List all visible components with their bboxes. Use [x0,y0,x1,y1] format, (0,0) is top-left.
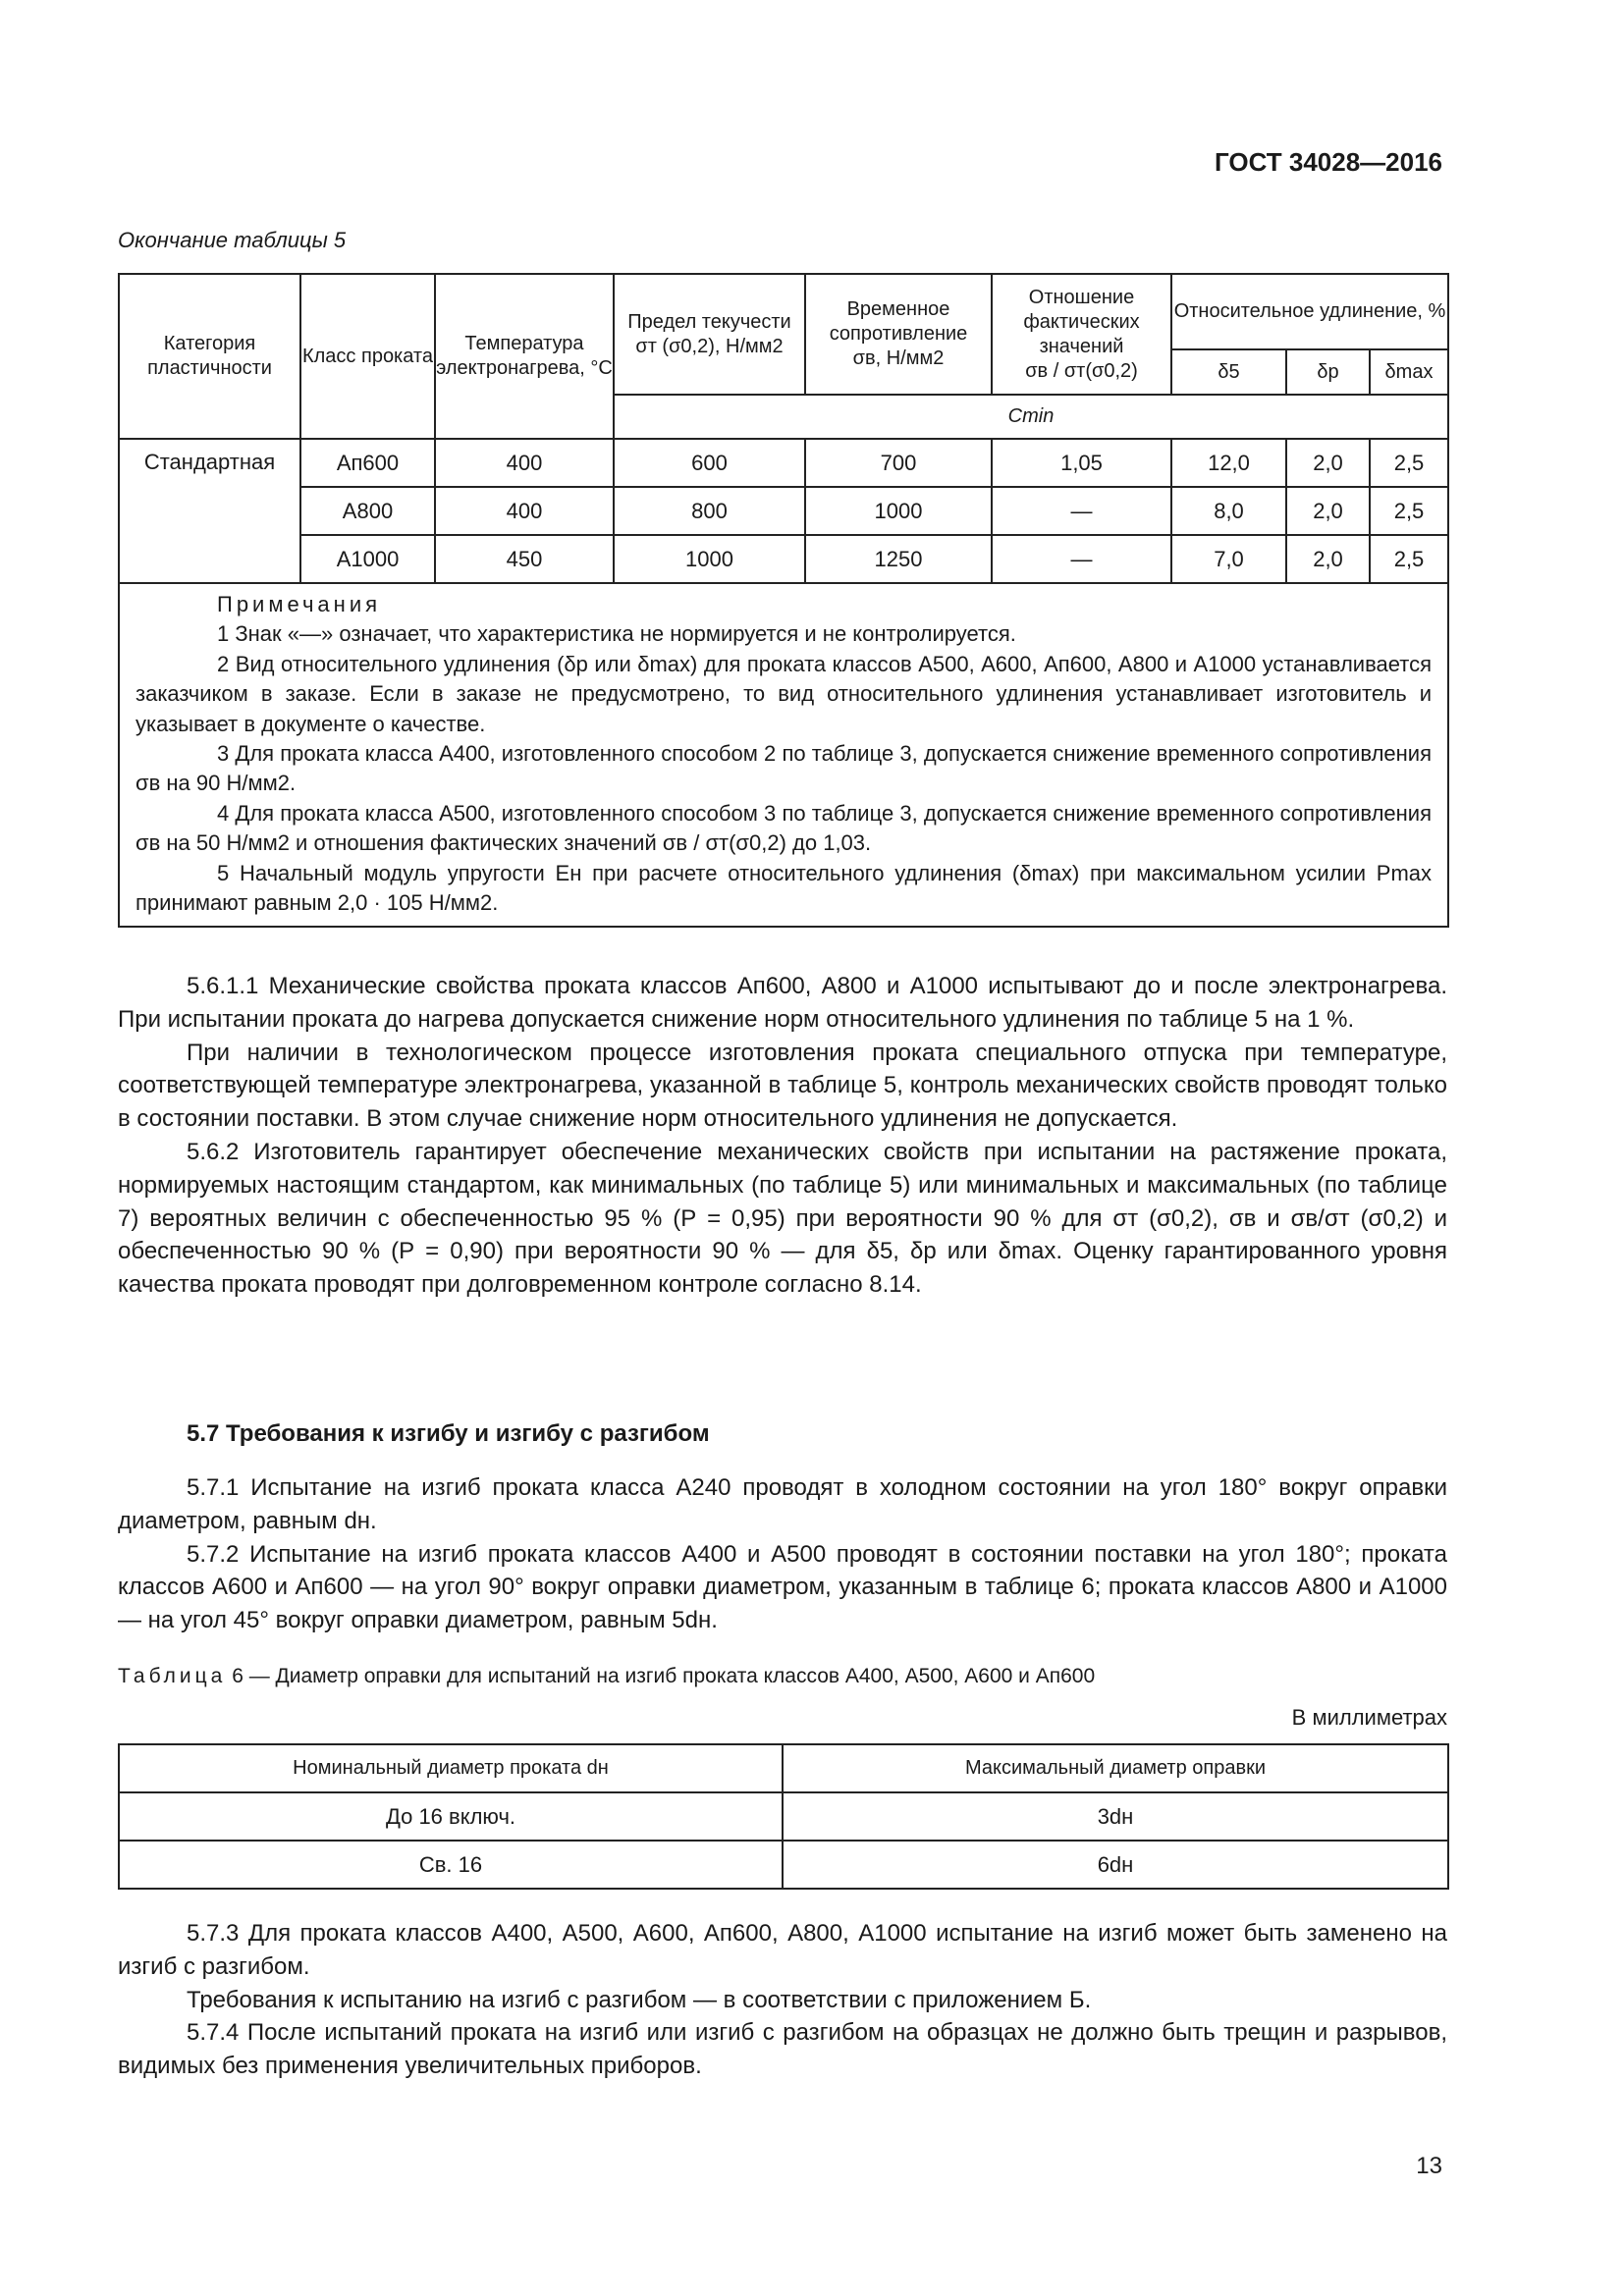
note-5: 5 Начальный модуль упругости Ен при расчете относительного удлинения (δmax) при максимальном усилии Рmax принимают равным 2,0 · 105 Н/мм2. [135,860,1433,916]
header-ratio-name: Отношение фактических значений [1023,286,1140,357]
header-ratio [992,274,1171,395]
row3-dmax: 2,5 [1370,535,1448,583]
paragraph-5-7-4: 5.7.4 После испытаний проката на изгиб или изгиб с разгибом на образцах не должно быть трещин и разрывов, видимых без применения увеличительных приборов. [118,2019,1447,2080]
row1-temp: 400 [435,439,614,487]
paragraph-annex-b: Требования к испытанию на изгиб с разгибом — в соответствии с приложением Б. [187,1986,1092,2013]
header-tensile [805,274,992,395]
table6-row2-diameter: Св. 16 [119,1841,783,1889]
row1-dp: 2,0 [1286,439,1370,487]
table6-row1-diameter: До 16 включ. [119,1792,783,1841]
header-class: Класс проката [300,274,435,439]
table6-unit: В миллиметрах [1291,1705,1447,1730]
standard-number: ГОСТ 34028—2016 [1215,147,1442,177]
row1-class: Ап600 [300,439,435,487]
row3-ratio: — [992,535,1171,583]
header-yield-formula: σт (σ0,2), Н/мм2 [635,335,784,357]
paragraph-5-7-3: 5.7.3 Для проката классов А400, А500, А600, Ап600, А800, А1000 испытание на изгиб может быть заменено на изгиб с разгибом. [118,1920,1447,1980]
header-yield-name: Предел текучести [627,310,791,333]
row2-class: А800 [300,487,435,535]
paragraph-5-7-2: 5.7.2 Испытание на изгиб проката классов А400 и А500 проводят в состоянии поставки на угол 180°; проката классов А600 и Ап600 — на угол 90° вокруг оправки диаметром, указанным в таблице 6; проката классов А800 и А1000 — на угол 45° вокруг оправки диаметром, равным 5dн. [118,1540,1447,1634]
note-1: 1 Знак «—» означает, что характеристика не нормируется и не контролируется. [217,621,1016,647]
row3-d5: 7,0 [1171,535,1286,583]
row1-d5: 12,0 [1171,439,1286,487]
table5 [118,273,1449,928]
paragraph-5-6-2: 5.6.2 Изготовитель гарантирует обеспечение механических свойств при испытании на растяжение проката, нормируемых настоящим стандартом, как минимальных (по таблице 5) или минимальных и максимальных (по таблице 7) вероятных величин с обеспеченностью 95 % (Р = 0,95) при вероятности 90 % для σт (σ0,2), σв и σв/σт (σ0,2) и обеспеченностью 90 % (Р = 0,90) при вероятности 90 % — для δ5, δр или δmax. Оценку гарантированного уровня качества проката проводят при долговременном контроле согласно 8.14. [118,1138,1447,1299]
row1-ratio: 1,05 [992,439,1171,487]
header-tensile-formula: σв, Н/мм2 [852,347,945,369]
paragraph-tempering: При наличии в технологическом процессе изготовления проката специального отпуска при температуре, соответствующей температуре электронагрева, указанной в таблице 5, контроль механических свойств проводят только в состоянии поставки. В этом случае снижение норм относительного удлинения не допускается. [118,1039,1447,1133]
row2-d5: 8,0 [1171,487,1286,535]
row2-dp: 2,0 [1286,487,1370,535]
row3-tensile: 1250 [805,535,992,583]
category-cell: Стандартная [119,439,300,583]
section-title: 5.7 Требования к изгибу и изгибу с разгибом [187,1420,710,1447]
row1-dmax: 2,5 [1370,439,1448,487]
row3-temp: 450 [435,535,614,583]
row3-class: А1000 [300,535,435,583]
row2-temp: 400 [435,487,614,535]
header-dp: δр [1286,349,1370,395]
header-ratio-formula: σв / σт(σ0,2) [1025,359,1138,382]
page-number: 13 [1416,2153,1442,2179]
table6-header-mandrel: Максимальный диаметр оправки [783,1744,1448,1792]
closing-text [118,1917,1447,2083]
header-elongation: Относительное удлинение, % [1171,274,1448,349]
row2-yield: 800 [614,487,805,535]
header-cmin: Cmin [614,395,1448,439]
table6 [118,1743,1449,1890]
notes-title: Примечания [217,592,382,616]
table6-row1-mandrel: 3dн [783,1792,1448,1841]
row1-tensile: 700 [805,439,992,487]
table6-header-diameter: Номинальный диаметр проката dн [119,1744,783,1792]
table6-caption-label: Таблица [118,1665,227,1687]
header-tensile-name: Временное сопротивление [829,298,968,345]
section-text [118,1471,1447,1637]
row3-yield: 1000 [614,535,805,583]
header-temperature: Температура электронагрева, °С [435,274,614,439]
row1-yield: 600 [614,439,805,487]
row3-dp: 2,0 [1286,535,1370,583]
note-2: 2 Вид относительного удлинения (δр или δmax) для проката классов А500, А600, Ап600, А800 и А1000 устанавливается заказчиком в заказе. Если в заказе не предусмотрено, то вид относительного удлинения устанавливает изготовитель и указывает в документе о качестве. [135,651,1433,736]
table6-caption [118,1665,1095,1688]
row2-ratio: — [992,487,1171,535]
note-3: 3 Для проката класса А400, изготовленного способом 2 по таблице 3, допускается снижение временного сопротивления σв на 90 Н/мм2. [135,741,1433,796]
note-4: 4 Для проката класса А500, изготовленного способом 3 по таблице 3, допускается снижение временного сопротивления σв на 50 Н/мм2 и отношения фактических значений σв / σт(σ0,2) до 1,03. [135,800,1433,856]
header-dmax: δmax [1370,349,1448,395]
table6-caption-text: 6 — Диаметр оправки для испытаний на изгиб проката классов А400, А500, А600 и Ап600 [232,1665,1096,1687]
table5-caption: Окончание таблицы 5 [118,228,347,252]
header-d5: δ5 [1171,349,1286,395]
body-text [118,970,1447,1302]
row2-tensile: 1000 [805,487,992,535]
header-category: Категория пластичности [119,274,300,439]
notes-cell [119,583,1448,927]
paragraph-5-7-1: 5.7.1 Испытание на изгиб проката класса А240 проводят в холодном состоянии на угол 180° вокруг оправки диаметром, равным dн. [118,1474,1447,1534]
paragraph-5-6-1-1: 5.6.1.1 Механические свойства проката классов Ап600, А800 и А1000 испытывают до и после электронагрева. При испытании проката до нагрева допускается снижение норм относительного удлинения по таблице 5 на 1 %. [118,973,1447,1033]
row2-dmax: 2,5 [1370,487,1448,535]
header-yield [614,274,805,395]
table6-row2-mandrel: 6dн [783,1841,1448,1889]
